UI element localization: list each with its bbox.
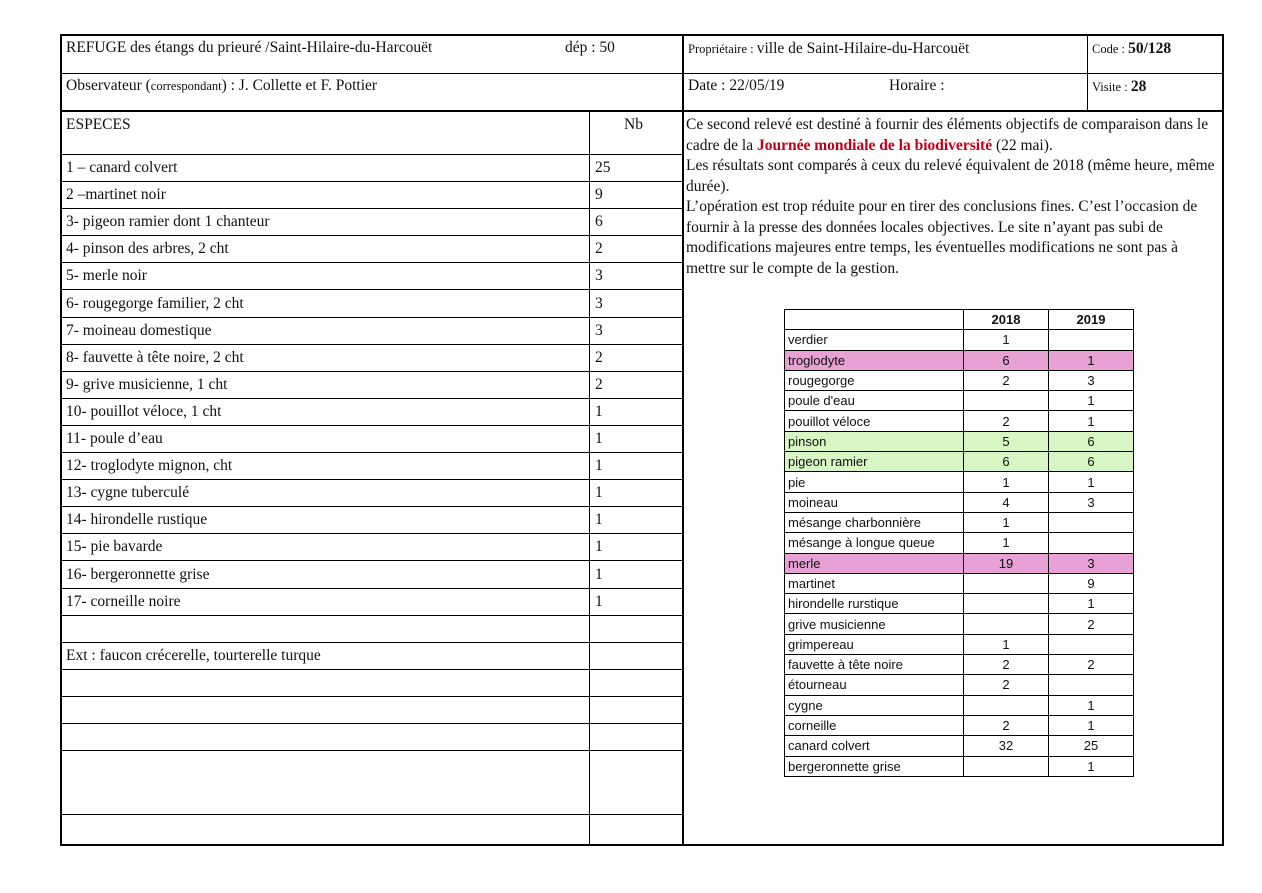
count-2019: 1 — [1049, 715, 1134, 735]
comparison-row — [785, 553, 1134, 573]
refuge-title: REFUGE des étangs du prieuré /Saint-Hilaire-du-Harcouët — [66, 39, 433, 56]
survey-date: Date : 22/05/19 — [688, 77, 785, 94]
code: Code : 50/128 — [1092, 40, 1172, 57]
species-name: 2 –martinet noir — [66, 186, 166, 204]
species-name: poule d'eau — [785, 391, 964, 411]
count-2018: 1 — [964, 533, 1049, 553]
count-2019: 3 — [1049, 370, 1134, 390]
comparison-row — [785, 330, 1134, 350]
nb-column-header: Nb — [624, 116, 643, 133]
species-name: corneille — [785, 715, 964, 735]
species-row-empty — [62, 751, 682, 815]
survey-sheet — [60, 34, 1224, 846]
count-2018: 2 — [964, 675, 1049, 695]
species-name: moineau — [785, 492, 964, 512]
species-row — [62, 291, 682, 318]
count-2018: 1 — [964, 512, 1049, 532]
species-name: 10- pouillot véloce, 1 cht — [66, 402, 222, 420]
count-2018: 2 — [964, 715, 1049, 735]
species-row-empty — [62, 616, 682, 643]
visit: Visite : 28 — [1092, 78, 1147, 95]
count-2019: 3 — [1049, 553, 1134, 573]
count-2018: 4 — [964, 492, 1049, 512]
species-count: 6 — [595, 213, 603, 231]
species-name: fauvette à tête noire — [785, 655, 964, 675]
year-2018-header: 2018 — [964, 310, 1049, 330]
notes-text: Ce second relevé est destiné à fournir des éléments objectifs de comparaison dans le cadre de la Journée mondiale de la biodiversité (22 mai). Les résultats sont comparés à ceux du relevé équivalent de 2018 (même heure, même durée). L’opération est trop réduite pour en tirer des conclusions fines. C’est l’occasion de fournir à la presse des données locales objectives. Le site n’ayant pas subi de modifications majeures entre temps, les éventuelles modifications ne sont pas à mettre sur le compte de la gestion. — [686, 116, 1215, 277]
species-name: 15- pie bavarde — [66, 538, 163, 556]
header-divider-left — [62, 73, 682, 74]
species-name: merle — [785, 553, 964, 573]
comparison-row — [785, 655, 1134, 675]
count-2019: 1 — [1049, 756, 1134, 776]
owner: Propriétaire : ville de Saint-Hilaire-du-Harcouët — [688, 40, 970, 57]
species-name: 6- rougegorge familier, 2 cht — [66, 294, 244, 312]
count-2018: 2 — [964, 370, 1049, 390]
count-2018: 2 — [964, 411, 1049, 431]
external-species: Ext : faucon crécerelle, tourterelle turque — [66, 646, 321, 664]
comparison-row — [785, 573, 1134, 593]
species-name: 3- pigeon ramier dont 1 chanteur — [66, 213, 270, 231]
species-name: 4- pinson des arbres, 2 cht — [66, 240, 229, 258]
species-row — [62, 372, 682, 399]
species-row-empty — [62, 724, 682, 751]
count-2019: 1 — [1049, 391, 1134, 411]
species-row — [62, 318, 682, 345]
comparison-row — [785, 614, 1134, 634]
species-row-empty — [62, 670, 682, 697]
count-2018: 1 — [964, 472, 1049, 492]
comparison-row — [785, 756, 1134, 776]
count-2019 — [1049, 533, 1134, 553]
count-2019: 6 — [1049, 452, 1134, 472]
count-2019: 2 — [1049, 655, 1134, 675]
species-count: 3 — [595, 321, 603, 339]
count-2019: 1 — [1049, 472, 1134, 492]
department: dép : 50 — [565, 39, 615, 56]
survey-time: Horaire : — [889, 77, 945, 94]
comparison-row — [785, 675, 1134, 695]
count-2018: 19 — [964, 553, 1049, 573]
count-2018: 6 — [964, 452, 1049, 472]
count-2018 — [964, 594, 1049, 614]
species-count: 2 — [595, 240, 603, 258]
count-2019: 1 — [1049, 350, 1134, 370]
biodiversity-day: Journée mondiale de la biodiversité — [757, 136, 993, 154]
species-row — [62, 182, 682, 209]
species-name: rougegorge — [785, 370, 964, 390]
comparison-row — [785, 391, 1134, 411]
count-2019 — [1049, 634, 1134, 654]
species-row — [62, 534, 682, 561]
count-2018 — [964, 695, 1049, 715]
count-2018: 6 — [964, 350, 1049, 370]
count-2018 — [964, 756, 1049, 776]
species-name: pigeon ramier — [785, 452, 964, 472]
species-name: pie — [785, 472, 964, 492]
comparison-row — [785, 431, 1134, 451]
species-row — [62, 480, 682, 507]
comparison-row — [785, 736, 1134, 756]
species-name: bergeronnette grise — [785, 756, 964, 776]
count-2019: 2 — [1049, 614, 1134, 634]
species-name: canard colvert — [785, 736, 964, 756]
species-count: 1 — [595, 511, 603, 529]
count-2019: 1 — [1049, 594, 1134, 614]
species-name: pouillot véloce — [785, 411, 964, 431]
comparison-row — [785, 594, 1134, 614]
species-count: 2 — [595, 375, 603, 393]
count-2019: 6 — [1049, 431, 1134, 451]
observer: Observateur (correspondant) : J. Collette et F. Pottier — [66, 77, 378, 94]
species-count: 2 — [595, 348, 603, 366]
species-row — [62, 263, 682, 290]
species-row — [62, 345, 682, 372]
species-row — [62, 399, 682, 426]
species-name: martinet — [785, 573, 964, 593]
external-species-row — [62, 643, 682, 670]
count-2018 — [964, 391, 1049, 411]
comparison-row — [785, 370, 1134, 390]
species-count: 1 — [595, 484, 603, 502]
comparison-row — [785, 472, 1134, 492]
species-name: mésange à longue queue — [785, 533, 964, 553]
species-name: 5- merle noir — [66, 267, 147, 285]
species-name: hirondelle rurstique — [785, 594, 964, 614]
species-name: 17- corneille noire — [66, 592, 181, 610]
species-row — [62, 236, 682, 263]
species-name: 16- bergeronnette grise — [66, 565, 210, 583]
comparison-table — [784, 309, 1134, 777]
species-row — [62, 589, 682, 616]
species-name: 7- moineau domestique — [66, 321, 212, 339]
species-name: 8- fauvette à tête noire, 2 cht — [66, 348, 244, 366]
count-2019 — [1049, 675, 1134, 695]
comparison-corner — [785, 310, 964, 330]
species-name: 1 – canard colvert — [66, 159, 178, 176]
comparison-rows — [785, 330, 1134, 777]
species-name: 9- grive musicienne, 1 cht — [66, 375, 228, 393]
species-row — [62, 562, 682, 589]
species-name: 12- troglodyte mignon, cht — [66, 457, 233, 475]
comparison-row — [785, 452, 1134, 472]
species-row — [62, 155, 682, 182]
species-row — [62, 507, 682, 534]
species-count: 1 — [595, 565, 603, 583]
species-name: mésange charbonnière — [785, 512, 964, 532]
species-row — [62, 209, 682, 236]
species-name: étourneau — [785, 675, 964, 695]
species-name: cygne — [785, 695, 964, 715]
comparison-row — [785, 512, 1134, 532]
count-2018: 5 — [964, 431, 1049, 451]
comparison-row — [785, 533, 1134, 553]
species-count: 25 — [595, 159, 611, 176]
code-divider — [1087, 73, 1222, 74]
species-count: 1 — [595, 538, 603, 556]
species-name: troglodyte — [785, 350, 964, 370]
species-count: 1 — [595, 402, 603, 420]
count-2018 — [964, 573, 1049, 593]
species-count: 3 — [595, 267, 603, 285]
species-row — [62, 453, 682, 480]
comparison-row — [785, 492, 1134, 512]
species-name: verdier — [785, 330, 964, 350]
species-name: pinson — [785, 431, 964, 451]
count-2018: 1 — [964, 634, 1049, 654]
comparison-row — [785, 411, 1134, 431]
count-2018: 2 — [964, 655, 1049, 675]
species-name: 13- cygne tuberculé — [66, 484, 190, 502]
species-count: 1 — [595, 592, 603, 610]
count-2018: 32 — [964, 736, 1049, 756]
count-2018: 1 — [964, 330, 1049, 350]
species-count: 1 — [595, 430, 603, 447]
species-count: 1 — [595, 457, 603, 475]
species-header-row — [62, 112, 682, 155]
comparison-row — [785, 695, 1134, 715]
species-count: 9 — [595, 186, 603, 204]
species-name: 11- poule d’eau — [66, 430, 163, 447]
comparison-row — [785, 350, 1134, 370]
year-2019-header: 2019 — [1049, 310, 1134, 330]
count-2018 — [964, 614, 1049, 634]
comparison-row — [785, 634, 1134, 654]
center-divider — [682, 36, 684, 844]
species-name: 14- hirondelle rustique — [66, 511, 208, 529]
count-2019 — [1049, 330, 1134, 350]
species-name: grimpereau — [785, 634, 964, 654]
species-column-header: ESPECES — [66, 116, 131, 133]
count-2019: 1 — [1049, 695, 1134, 715]
count-2019: 3 — [1049, 492, 1134, 512]
species-count: 3 — [595, 294, 603, 312]
species-name: grive musicienne — [785, 614, 964, 634]
species-row — [62, 426, 682, 453]
count-2019: 9 — [1049, 573, 1134, 593]
count-2019: 1 — [1049, 411, 1134, 431]
header-divider-right — [684, 73, 1088, 74]
count-2019 — [1049, 512, 1134, 532]
species-row-empty — [62, 697, 682, 724]
count-2019: 25 — [1049, 736, 1134, 756]
comparison-row — [785, 715, 1134, 735]
